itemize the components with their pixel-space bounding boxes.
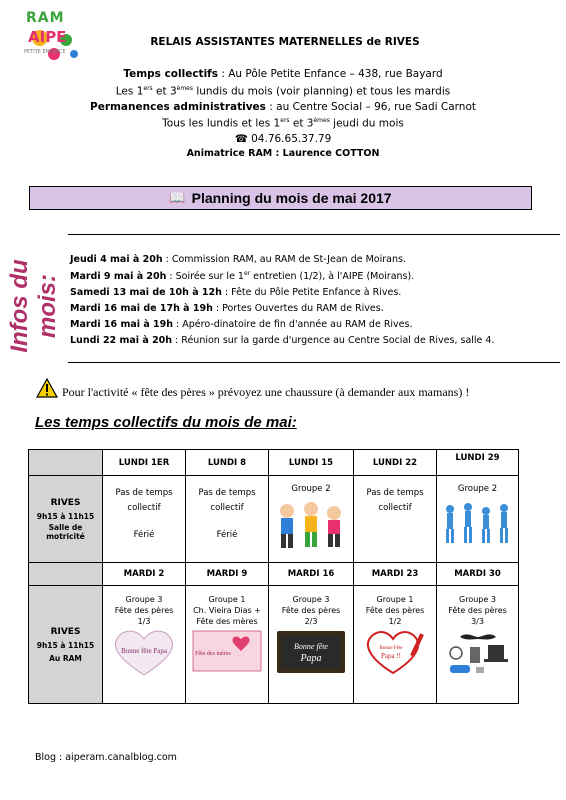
- children-playing-image: [271, 497, 351, 553]
- svg-text:Bonne fête Papa: Bonne fête Papa: [121, 647, 167, 655]
- planning-title: Planning du mois de mai 2017: [191, 190, 392, 206]
- logo-sub-text: PETITE ENFANCE: [24, 49, 66, 55]
- header-animatrice: Animatrice RAM : Laurence COTTON: [186, 148, 380, 159]
- heart-papa-image: [357, 627, 433, 677]
- table-row: [29, 450, 519, 476]
- header-phone: ☎ 04.76.65.37.79: [234, 133, 332, 145]
- table-row: [29, 586, 519, 704]
- table-cell: Pas de temps collectif Férié: [186, 476, 269, 563]
- heart-card-image: [106, 627, 182, 679]
- header-temps-collectifs: Temps collectifs : Au Pôle Petite Enfance – 438, rue Bayard: [123, 68, 443, 80]
- logo-aipe-text: AIPE: [28, 28, 67, 46]
- svg-text:Fête des mères: Fête des mères: [195, 651, 231, 657]
- chalkboard-image: [273, 627, 349, 677]
- table-header-day: LUNDI 29: [437, 450, 519, 476]
- table-header-day: LUNDI 22: [354, 450, 437, 476]
- fathers-items-image: [440, 627, 516, 677]
- svg-text:Bonne fête: Bonne fête: [294, 642, 328, 651]
- dancing-silhouettes-image: [440, 497, 516, 547]
- table-header-day: LUNDI 1ER: [103, 450, 186, 476]
- mothers-day-card-image: [189, 627, 265, 675]
- table-corner: [29, 563, 103, 586]
- table-cell: Groupe 1 Ch. Vieira Dias + Fête des mères Fête des mères: [186, 586, 269, 704]
- table-cell: Groupe 1 Fête des pères 1/2 Bonne Fête Papa !!: [354, 586, 437, 704]
- footer-blog: Blog : aiperam.canalblog.com: [35, 752, 177, 763]
- table-cell: Pas de temps collectif: [354, 476, 437, 563]
- row-label: RIVES 9h15 à 11h15 Au RAM: [29, 586, 103, 704]
- event-item: Mardi 16 mai à 19h : Apéro-dinatoire de fin d'année au RAM de Rives.: [70, 319, 413, 330]
- table-cell: Groupe 3 Fête des pères 1/3 Bonne fête Papa: [103, 586, 186, 704]
- svg-text:Bonne Fête: Bonne Fête: [379, 646, 403, 651]
- section-subtitle: Les temps collectifs du mois de mai:: [35, 414, 297, 431]
- schedule-table: [28, 449, 519, 704]
- warning-text: Pour l'activité « fête des pères » prévoyez une chaussure (à demander aux mamans) !: [62, 385, 470, 399]
- warning-icon: [36, 378, 58, 398]
- divider: [68, 234, 560, 235]
- header-schedule-line: Les 1ers et 3èmes lundis du mois (voir planning) et tous les mardis: [115, 85, 451, 98]
- event-item: Samedi 13 mai de 10h à 12h : Fête du Pôle Petite Enfance à Rives.: [70, 287, 402, 298]
- table-cell: Groupe 2: [437, 476, 519, 563]
- event-item: Lundi 22 mai à 20h : Réunion sur la garde d'urgence au Centre Social de Rives, salle 4.: [70, 335, 495, 346]
- book-icon: 📖: [169, 190, 186, 205]
- event-item: Jeudi 4 mai à 20h : Commission RAM, au RAM de St-Jean de Moirans.: [70, 254, 406, 265]
- table-row: [29, 563, 519, 586]
- event-item: Mardi 9 mai à 20h : Soirée sur le 1er entretien (1/2), à l'AIPE (Moirans).: [70, 270, 415, 283]
- logo-ram-text: RAM: [26, 10, 65, 26]
- event-item: Mardi 16 mai de 17h à 19h : Portes Ouvertes du RAM de Rives.: [70, 303, 384, 314]
- header-permanences-days: Tous les lundis et les 1ers et 3èmes jeudi du mois: [162, 117, 404, 130]
- table-header-day: MARDI 23: [354, 563, 437, 586]
- svg-text:Papa !!: Papa !!: [380, 652, 402, 660]
- table-cell: Groupe 3 Fête des pères 2/3 Bonne fête Papa: [269, 586, 354, 704]
- row-label: RIVES 9h15 à 11h15 Salle de motricité: [29, 476, 103, 563]
- infos-du-mois-label: Infos du mois:: [6, 259, 61, 353]
- table-header-day: LUNDI 15: [269, 450, 354, 476]
- table-cell: Groupe 2: [269, 476, 354, 563]
- table-header-day: MARDI 30: [437, 563, 519, 586]
- table-cell: Pas de temps collectif Férié: [103, 476, 186, 563]
- table-corner: [29, 450, 103, 476]
- table-header-day: MARDI 9: [186, 563, 269, 586]
- header-permanences: Permanences administratives : au Centre Social – 96, rue Sadi Carnot: [90, 101, 476, 113]
- planning-banner: [29, 186, 532, 210]
- table-header-day: MARDI 2: [103, 563, 186, 586]
- table-header-day: LUNDI 8: [186, 450, 269, 476]
- table-cell: Groupe 3 Fête des pères 3/3: [437, 586, 519, 704]
- header-title: RELAIS ASSISTANTES MATERNELLES de RIVES: [150, 36, 420, 48]
- table-row: [29, 476, 519, 563]
- divider: [68, 362, 560, 363]
- table-header-day: MARDI 16: [269, 563, 354, 586]
- svg-text:Papa: Papa: [300, 653, 322, 664]
